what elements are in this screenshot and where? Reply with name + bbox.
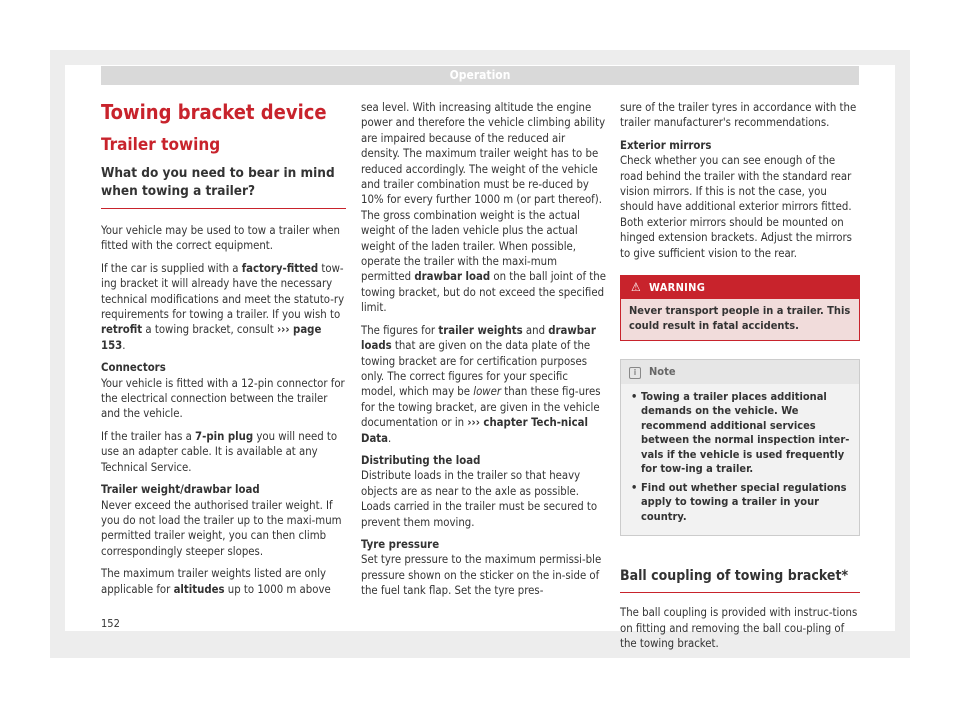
subheading-tyre: Tyre pressure (361, 537, 440, 551)
page-link[interactable]: ››› page 153 (101, 323, 322, 352)
paragraph: The maximum trailer weights listed are only applicable for altitudes up to 1000 m above (101, 567, 331, 596)
subsection-question: What do you need to bear in mind when towing a trailer? (101, 165, 335, 199)
paragraph: Distributing the load Distribute loads in the trailer so that heavy objects are as near to the axle as possible. Loads carried in the trailer must be secured to prevent them moving. (361, 453, 606, 530)
chapter-link[interactable]: ››› chapter Tech-nical Data (361, 416, 589, 445)
paragraph: If the car is supplied with a factory-fitted tow-ing bracket it will already have the necessary technical modifications and meet the statuto-ry requirements for towing a trailer. If you wish to retrofit a towing bracket, consult ››› page 153. (101, 261, 345, 352)
info-icon: i (629, 367, 641, 379)
paragraph: Tyre pressure Set tyre pressure to the maximum permissi-ble pressure shown on the sticker on the in-side of the fuel tank flap. Set the tyre pres- (361, 537, 606, 599)
paragraph: sea level. With increasing altitude the engine power and therefore the vehicle climbing ability are impaired because of the reduced air density. The maximum trailer weight has to be reduced accordingly. The weight of the vehicle and trailer combination must be re-duced by 10% for every further 1000 m (or part thereof). The gross combination weight is the actual weight of the laden vehicle plus the actual weight of the laden trailer. When possible, operate the trailer with the maxi-mum permitted drawbar load on the ball joint of the towing bracket, but do not exceed the specified limit. (361, 101, 606, 315)
warning-text: Never transport people in a trailer. This could result in fatal accidents. (621, 299, 859, 340)
subheading-connectors: Connectors (101, 361, 166, 375)
paragraph: The figures for trailer weights and drawbar loads that are given on the data plate of the towing bracket are for certification purposes only. The correct figures for your specific model, which may be lower than these fig-ures for the towing bracket, are given in the vehicle documentation or in ››› chapter Tech-nical Data. (361, 323, 601, 445)
paragraph: Trailer weight/drawbar load Never exceed the authorised trailer weight. If you do not load the trailer up to the maxi-mum permitted trailer weight, you can then climb correspondingly steeper slopes. (101, 482, 346, 559)
paragraph: Connectors Your vehicle is fitted with a 12-pin connector for the electrical connection between the trailer and the vehicle. (101, 361, 345, 421)
section-title: Trailer towing (101, 135, 221, 155)
divider (101, 208, 346, 209)
column-2 (361, 100, 606, 606)
subheading-weight: Trailer weight/drawbar load (101, 483, 260, 497)
note-header: i Note (621, 360, 859, 383)
column-3 (620, 100, 860, 659)
list-item: • Find out whether special regulations apply to towing a trailer in your country. (641, 481, 851, 525)
paragraph: The ball coupling is provided with instruc-tions on fitting and removing the ball cou-pling of the towing bracket. (620, 606, 858, 651)
paragraph: If the trailer has a 7-pin plug you will need to use an adapter cable. It is available at any Technical Service. (101, 429, 338, 474)
paragraph: sure of the trailer tyres in accordance with the trailer manufacturer's recommendations. (620, 101, 857, 130)
section-header: Operation (101, 66, 859, 85)
warning-box (620, 275, 860, 341)
subheading-distribution: Distributing the load (361, 453, 481, 467)
list-item: • Towing a trailer places additional demands on the vehicle. We recommend additional services between the normal inspection inter-vals if the vehicle is used frequently for tow-ing a trailer. (641, 390, 851, 477)
subheading-mirrors: Exterior mirrors (620, 138, 712, 152)
section-heading: Ball coupling of towing bracket* (620, 566, 860, 593)
warning-icon: ⚠ (631, 280, 641, 295)
column-1 (101, 100, 346, 604)
page-title: Towing bracket device (101, 100, 327, 124)
note-body (621, 384, 859, 536)
note-box (620, 359, 860, 536)
paragraph: Exterior mirrors Check whether you can see enough of the road behind the trailer with the standard rear vision mirrors. If this is not the case, you should have additional exterior mirrors fitted. Both exterior mirrors should be mounted on hinged extension brackets. Adjust the mirrors to give sufficient vision to the rear. (620, 138, 860, 261)
paragraph: Your vehicle may be used to tow a trailer when fitted with the correct equipment. (101, 224, 340, 253)
page-number: 152 (101, 617, 120, 630)
warning-header: ⚠ WARNING (621, 276, 859, 299)
